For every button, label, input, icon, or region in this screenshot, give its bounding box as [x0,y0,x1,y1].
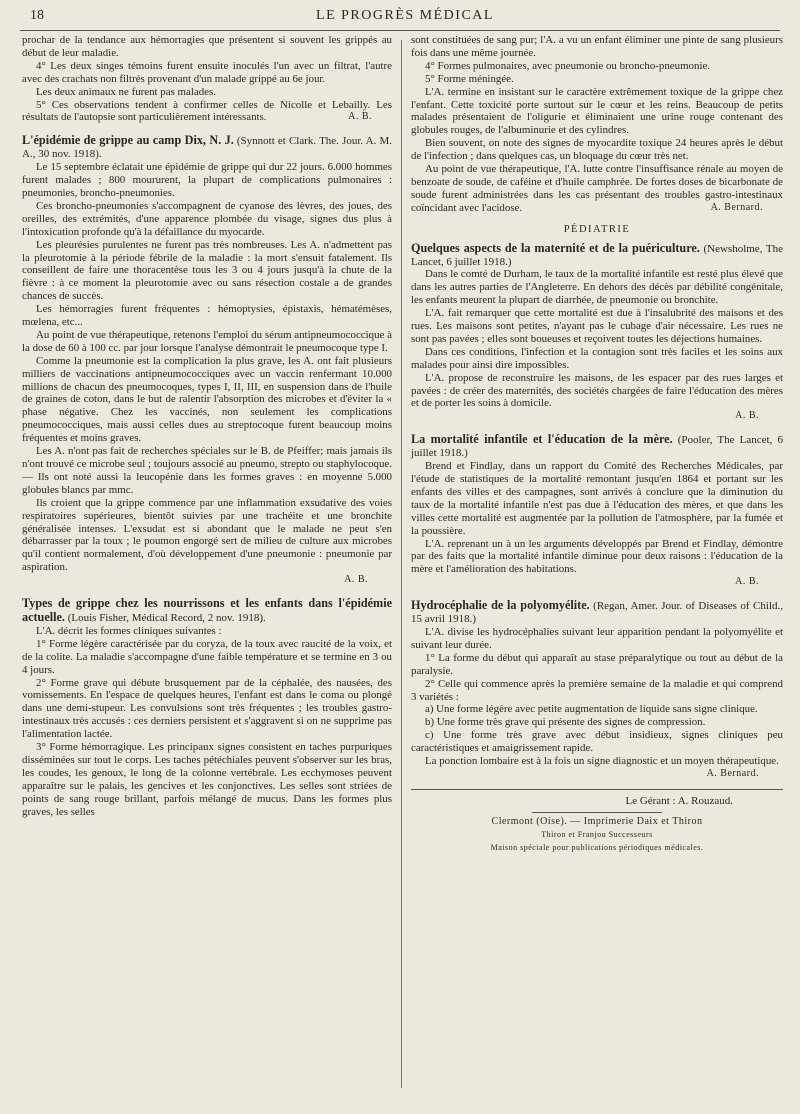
paragraph: 3° Forme hémorragique. Les principaux signes consistent en taches purpuriques disséminées sur tout le corps. Les taches pétéchiales peuvent s'observer sur les bras, les coudes, les genoux, le long de la colonne vertébrale. Les ecchymoses peuvent apparaître sur le palais, les gencives et les conjonctives. Les selles sont striées de points de sang rouge brillant, parfois mélangé de mucus. Dans les formes plus graves, les selles [22,741,392,818]
paragraph: L'A. termine en insistant sur le caractère extrêmement toxique de la grippe chez l'enfant. Cette toxicité porte surtout sur le cœur et les reins. Beaucoup de petits malades présentaient de l'oligurie et éliminaient une urine rouge contenant des globules rouges, de l'albuminurie et des cylindres. [411,85,783,137]
paragraph: Ces broncho-pneumonies s'accompagnent de cyanose des lèvres, des joues, des oreilles, des extrémités, d'une apparence plombée du visage, signes dus plus à l'intoxication profonde qu'à la défaillance du myocarde. [22,199,392,238]
article-epidemie-camp-dix [22,134,392,587]
paragraph: a) Une forme légère avec petite augmentation de liquide sans signe clinique. [425,703,758,716]
article-title: Types de grippe chez les nourrissons et les enfants dans l'épidémie actuelle. [22,596,392,624]
paragraph: Les deux animaux ne furent pas malades. [36,85,216,98]
article-maternite-puericulture [411,242,783,424]
paragraph: Les pleurésies purulentes ne furent pas très nombreuses. Les A. n'admettent pas la pleurotomie à la période fébrile de la maladie : la mort s'ensuit fatalement. Ils conseillent de faire une thoracentèse tous les 3 ou 4 jours jusqu'à la chute de la fièvre : à ce moment la pleurotomie avec ou sans résection costale a de grandes chances de succès. [22,238,392,303]
article-citation: (Regan, Amer. Jour. of Diseases of Child., 15 avril 1918.) [411,600,784,626]
paragraph: Dans le comté de Durham, le taux de la mortalité infantile est resté plus élevé que dans les autres parties de l'Angleterre. En dehors des décès par débilité congénitale, les enfants meurent la plupart de diarrhée, de pneumonie ou bronchite. [411,268,783,307]
article-heading [22,597,392,625]
paragraph: L'A. fait remarquer que cette mortalité est due à l'insalubrité des maisons et des rues. Les maisons sont petites, n'ayant pas le cubage d'air nécessaire. Les rues ne sont pas pavées ; elles sont boueuses et reçoivent toutes les déjections humaines. [411,307,783,345]
author-signature: A. B. [735,576,759,588]
paragraph: Dans ces conditions, l'infection et la contagion sont très faciles et les soins aux malades pour ainsi dire impossibles. [411,345,783,371]
paragraph: 1° La forme du début qui apparaît au stase préparalytique ou tout au début de la paralysie. [411,651,783,677]
paragraph: 2° Celle qui commence après la première semaine de la maladie et qui comprend 3 variétés : [411,677,783,703]
article-continuation [411,34,783,215]
article-citation: (Louis Fisher, Médical Record, 2 nov. 1918). [67,611,266,624]
paragraph: Les hémorragies furent fréquentes : hémoptysies, épistaxis, hématémèses, mœlena, etc... [22,303,392,329]
paragraph [411,163,783,215]
paragraph: Ils croient que la grippe commence par une inflammation exsudative des voies respiratoires supérieures, bientôt suivies par une trachéite et une bronchite généralisée intenses. L'exsudat est si abondant que le malade ne peut s'en débarrasser par la toux ; le poumon engorgé sert de milieu de culture aux microbes qu'il contient normalement, d'où développement d'une pneumonie : pneumonie par aspiration. [22,496,392,574]
specialty-line: Maison spéciale pour publications périodiques médicales. [490,842,704,852]
intro-continuation [22,34,392,124]
paragraph [22,99,392,125]
paragraph: 2° Forme grave qui débute brusquement par de la céphalée, des nausées, des vomissements. En l'espace de quelques heures, l'enfant est dans le coma ou plongé dans une demi-stupeur. Les convulsions sont très fréquentes ; les troubles gastro-intestinaux très accusés : ces derniers persistent et s'aggravent si on ne supprime pas l'alimentation lactée. [22,676,392,741]
article-heading [411,599,783,626]
paragraph: L'A. propose de reconstruire les maisons, de les espacer par des rues larges et pavées : de créer des maternités, des sociétés chargées de faire l'éducation des mères et de porter les soins à domicile. [411,371,783,410]
right-column [411,34,783,854]
article-title: Hydrocéphalie de la polyomyélite. [411,598,590,613]
paragraph: L'A. divise les hydrocéphalies suivant leur apparition pendant la polyomyélite et suivant leur durée. [411,625,783,651]
paragraph: 1° Forme légère caractérisée par du coryza, de la toux avec raucité de la voix, et de la colite. La maladie s'accompagne d'une faible température et se termine en 3 ou 4 jours. [22,637,392,676]
paragraph: L'A. décrit les formes cliniques suivantes : [36,624,222,637]
article-title: La mortalité infantile et l'éducation de la mère. [411,432,673,447]
header-rule [20,30,780,31]
author-signature: A. Bernard. [710,201,763,213]
article-citation: (Newsholme, The Lancet, 6 juillet 1918.) [411,242,783,268]
article-types-grippe-enfants [22,597,392,818]
author-signature: A. B. [344,574,368,586]
paragraph-text: 5° Ces observations tendent à confirmer celles de Nicolle et Lebailly. Les résultats de l'autopsie sont particulièrement intéressants. [22,98,392,124]
journal-title: LE PROGRÈS MÉDICAL [316,8,494,23]
paragraph: Bien souvent, on note des signes de myocardite toxique 24 heures après le début de l'infection ; dans quelques cas, un bloquage du cœur très net. [411,137,783,163]
paragraph: sont constituées de sang pur; l'A. a vu un enfant éliminer une pinte de sang plusieurs fois dans une même journée. [411,34,783,59]
paragraph: L'A. reprenant un à un les arguments développés par Brend et Findlay, démontre par des faits que la mortalité infantile diminue pour deux raisons : l'éducation de la mère et l'amélioration des habitations. [411,537,783,576]
paragraph: Les A. n'ont pas fait de recherches spéciales sur le B. de Pfeiffer; mais jamais ils n'ont trouvé ce microbe seul ; toujours associé au pneumo, strepto ou staphylocoque. — Ils ont noté aussi la leucopénie dans les formes graves : en moyenne 5.000 globules blancs par mmc. [22,445,392,496]
paragraph: Au point de vue thérapeutique, retenons l'emploi du sérum antipneumococcique à la dose de 60 à 100 cc. par jour lorsque l'analyse démontrait le pneumocoque type I. [22,328,392,354]
article-hydrocephalie [411,599,783,781]
article-heading [411,242,783,269]
column-divider [401,40,402,1088]
article-citation: (Synnott et Clark. The. Jour. A. M. A., 30 nov. 1918). [22,135,392,161]
paragraph: 5° Forme méningée. [425,72,514,85]
paragraph: b) Une forme très grave qui présente des signes de compression. [425,716,706,729]
author-signature: A. B. [348,111,372,123]
paragraph: Brend et Findlay, dans un rapport du Comité des Recherches Médicales, par l'étude de statistiques de la mortalité remontant jusqu'en 1864 et portant sur les enfants des villes et des campagnes, sont arrivés à conclure que la diminution du taux de la mortalité infantile n'est pas due à l'éducation des mères, et que dans les villes cette mortalité est augmentée par la pollution de l'atmosphère, par la fumée et la poussière. [411,460,783,537]
footer-rule [411,789,783,790]
paragraph: La ponction lombaire est à la fois un signe diagnostic et un moyen thérapeutique. [425,755,779,768]
article-title: L'épidémie de grippe au camp Dix, N. J. [22,133,234,148]
paragraph-text: Au point de vue thérapeutique, l'A. lutte contre l'insuffisance rénale au moyen de benzoate de soude, de caféine et d'huile camphrée. De fortes doses de bicarbonate de soude furent administrées dans les cas présentant des troubles gastro-intestinaux coïncidant avec l'acidose. [411,163,783,214]
imprint-rule [532,812,662,813]
article-heading [411,433,783,460]
paragraph: 4° Formes pulmonaires, avec pneumonie ou broncho-pneumonie. [425,59,711,72]
left-column [22,34,392,818]
page-header [30,6,780,28]
paragraph: Le 15 septembre éclatait une épidémie de grippe qui dur 22 jours. 6.000 hommes furent malades ; 800 moururent, la plupart de complications pulmonaires : pneumonies, broncho-pneumonies. [22,161,392,199]
page-number: 18 [30,8,44,23]
article-title: Quelques aspects de la maternité et de la puériculture. [411,240,700,255]
gerant-line: Le Gérant : A. Rouzaud. [625,794,733,807]
paragraph: 4° Les deux singes témoins furent ensuite inoculés l'un avec un filtrat, l'autre avec des crachats non filtrés provenant d'un malade grippé au 6e jour. [22,59,392,85]
paragraph: Comme la pneumonie est la complication la plus grave, les A. ont fait plusieurs milliers de vaccinations antipneumococciques avec un vaccin renfermant 10.000 millions de chacun des pneumocoques, types I, II, III, en suspension dans de l'huile de graines de coton, dans le but de ralentir l'absorption des microbes et d'éviter la « phase négative. Chez les vaccinés, non seulement les complications pneumococciques, mais aussi celles dues au streptocoque furent beaucoup moins fréquentes et moins graves. [22,354,392,445]
paragraph: c) Une forme très grave avec début insidieux, signes cliniques peu caractéristiques et amaigrissement rapide. [411,729,783,755]
printer-line: Clermont (Oise). — Imprimerie Daix et Thiron [491,815,703,827]
author-signature: A. Bernard. [706,767,759,779]
article-mortalite-infantile [411,433,783,589]
successors-line: Thiron et Franjou Successeurs [541,829,653,839]
paragraph: prochar de la tendance aux hémorragies que présentent si souvent les grippés au début de leur maladie. [22,34,392,59]
author-signature: A. B. [735,410,759,422]
article-citation: (Pooler, The Lancet, 6 juillet 1918.) [411,434,783,460]
article-heading [22,134,392,161]
section-title: PÉDIATRIE [563,223,631,235]
